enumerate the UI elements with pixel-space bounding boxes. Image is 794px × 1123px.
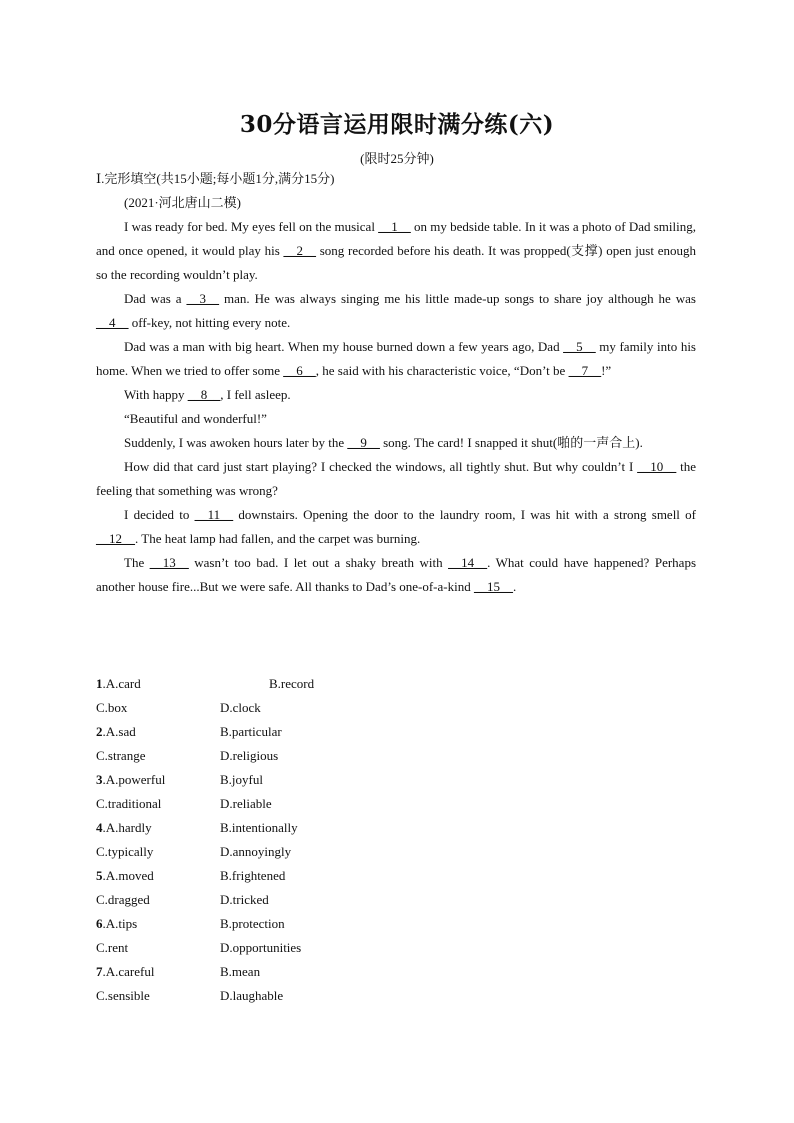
blank-8: __8__	[187, 387, 221, 402]
option-d: D.laughable	[220, 988, 284, 1003]
option-d: D.tricked	[220, 892, 269, 907]
paragraph-8: I decided to __11__ downstairs. Opening the door to the laundry room, I was hit with a strong smell of __12__. The heat lamp had fallen, and the carpet was burning.	[96, 507, 696, 546]
time-limit: (限时25分钟)	[360, 151, 434, 166]
blank-15: __15__	[473, 579, 513, 594]
option-c: C.rent	[96, 940, 129, 955]
option-c: C.box	[96, 700, 128, 715]
option-c: C.dragged	[96, 892, 150, 907]
question-number: 3	[96, 772, 103, 787]
option-d: D.reliable	[220, 796, 272, 811]
blank-12: __12__	[96, 531, 135, 546]
option-c: C.traditional	[96, 796, 162, 811]
question-number: 1	[96, 676, 103, 691]
option-d: D.annoyingly	[220, 844, 292, 859]
paragraph-2: Dad was a __3__ man. He was always singing me his little made-up songs to share joy although he was __4__ off-key, not hitting every note.	[96, 291, 696, 330]
paragraph-1: I was ready for bed. My eyes fell on the musical __1__ on my bedside table. In it was a photo of Dad smiling, and once opened, it would play his __2__ song recorded before his death. It was propped(支撑) open just enough so the recording wouldn’t play.	[96, 219, 696, 282]
option-b: B.intentionally	[220, 820, 298, 835]
paragraph-6: Suddenly, I was awoken hours later by the __9__ song. The card! I snapped it shut(啪的一声合上).	[124, 435, 643, 450]
question-number: 7	[96, 964, 103, 979]
question-number: 6	[96, 916, 103, 931]
blank-9: __9__	[347, 435, 380, 450]
blank-10: __10__	[637, 459, 677, 474]
option-c: C.sensible	[96, 988, 150, 1003]
option-b: B.record	[269, 676, 315, 691]
blank-13: __13__	[149, 555, 189, 570]
source-note: (2021·河北唐山二模)	[124, 195, 241, 210]
option-a: .A.sad	[102, 724, 136, 739]
option-d: D.religious	[220, 748, 279, 763]
option-d: D.clock	[220, 700, 261, 715]
blank-1: __1__	[378, 219, 411, 234]
option-a: .A.hardly	[102, 820, 152, 835]
blank-2: __2__	[283, 243, 316, 258]
paragraph-9: The __13__ wasn’t too bad. I let out a shaky breath with __14__. What could have happened? Perhaps another house fire...But we were safe. All thanks to Dad’s one-of-a-kind __15__.	[96, 555, 696, 594]
option-b: B.protection	[220, 916, 285, 931]
blank-7: __7__	[568, 363, 602, 378]
page-title: 30分语言运用限时满分练(六)	[239, 111, 555, 138]
option-a: .A.card	[102, 676, 141, 691]
option-c: C.strange	[96, 748, 146, 763]
option-b: B.joyful	[220, 772, 263, 787]
blank-11: __11__	[194, 507, 234, 522]
paragraph-5: “Beautiful and wonderful!”	[124, 411, 267, 426]
section-heading: Ⅰ.完形填空(共15小题;每小题1分,满分15分)	[96, 171, 335, 186]
paragraph-7: How did that card just start playing? I checked the windows, all tightly shut. But why couldn’t I __10__ the feeling that something was wrong?	[96, 459, 696, 498]
blank-14: __14__	[448, 555, 488, 570]
blank-5: __5__	[563, 339, 596, 354]
question-number: 4	[96, 820, 103, 835]
option-c: C.typically	[96, 844, 154, 859]
option-a: .A.careful	[102, 964, 155, 979]
option-d: D.opportunities	[220, 940, 302, 955]
paragraph-4: With happy __8__, I fell asleep.	[124, 387, 291, 402]
blank-4: __4__	[96, 315, 129, 330]
blank-3: __3__	[186, 291, 220, 306]
option-b: B.particular	[220, 724, 282, 739]
cloze-passage	[96, 215, 696, 599]
blank-6: __6__	[283, 363, 316, 378]
option-a: .A.powerful	[102, 772, 166, 787]
paragraph-3: Dad was a man with big heart. When my house burned down a few years ago, Dad __5__ my family into his home. When we tried to offer some __6__, he said with his characteristic voice, “Don’t be __7__!”	[96, 339, 696, 378]
question-number: 5	[96, 868, 103, 883]
question-number: 2	[96, 724, 103, 739]
option-b: B.frightened	[220, 868, 286, 883]
option-a: .A.moved	[102, 868, 154, 883]
option-b: B.mean	[220, 964, 261, 979]
option-a: .A.tips	[102, 916, 138, 931]
